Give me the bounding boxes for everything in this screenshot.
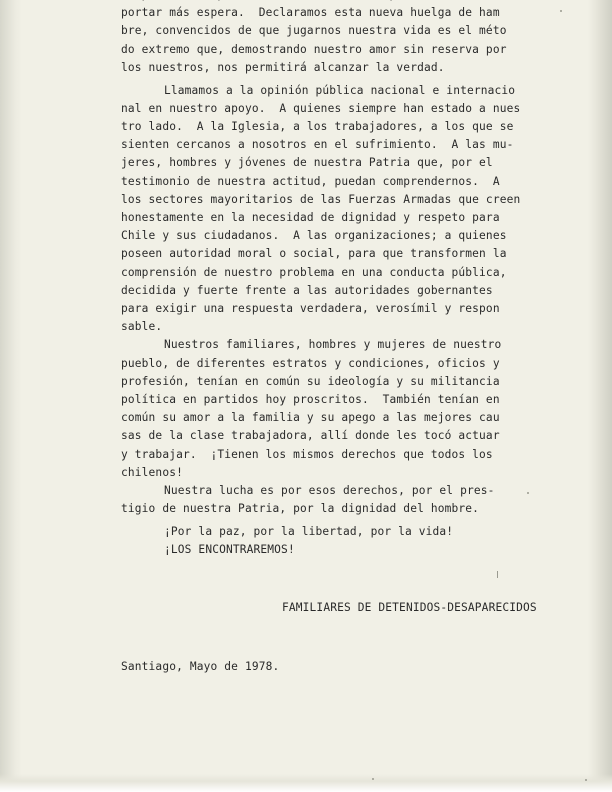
scan-speck bbox=[497, 571, 498, 578]
text-line: política en partidos hoy proscritos. También tenían en bbox=[121, 393, 500, 407]
scan-speck bbox=[372, 778, 374, 780]
scan-speck bbox=[527, 492, 529, 494]
text-line: tigio de nuestra Patria, por la dignidad del hombre. bbox=[121, 502, 480, 516]
text-line: común su amor a la familia y su apego a las mejores cau bbox=[121, 411, 500, 425]
slogan-peace: ¡Por la paz, por la libertad, por la vida! bbox=[164, 525, 454, 539]
text-line: poseen autoridad moral o social, para que transformen la bbox=[121, 247, 507, 261]
text-line: Chile y sus ciudadanos. A las organizaciones; a quienes bbox=[121, 229, 507, 243]
text-line: comprensión de nuestro problema en una conducta pública, bbox=[121, 265, 507, 279]
text-line: testimonio de nuestra actitud, puedan comprendernos. A bbox=[121, 174, 500, 188]
text-line: sienten cercanos a nosotros en el sufrimiento. A las mu- bbox=[121, 138, 514, 152]
text-line: nal en nuestro apoyo. A quienes siempre han estado a nues bbox=[121, 101, 521, 115]
text-line: Nuestros familiares, hombres y mujeres de nuestro bbox=[164, 338, 502, 352]
text-line: chilenos! bbox=[121, 465, 183, 479]
place-and-date: Santiago, Mayo de 1978. bbox=[121, 660, 280, 673]
text-line: sas de la clase trabajadora, allí donde les tocó actuar bbox=[121, 429, 500, 443]
text-line: Nuestra lucha es por esos derechos, por el pres- bbox=[164, 484, 495, 498]
slogan-find-them: ¡LOS ENCONTRAREMOS! bbox=[164, 543, 295, 557]
scan-edge-left bbox=[0, 0, 22, 792]
text-line: profesión, tenían en común su ideología y su militancia bbox=[121, 374, 500, 388]
text-line: bre, convencidos de que jugarnos nuestra vida es el méto bbox=[121, 24, 507, 38]
scan-edge-bottom bbox=[0, 774, 612, 792]
text-line: los nuestros, nos permitirá alcanzar la verdad. bbox=[121, 60, 445, 74]
text-line: jeres, hombres y jóvenes de nuestra Patria que, por el bbox=[121, 156, 493, 170]
text-line: do extremo que, demostrando nuestro amor sin reserva por bbox=[121, 42, 507, 56]
text-line: y trabajar. ¡Tienen los mismos derechos que todos los bbox=[121, 447, 493, 461]
scan-speck bbox=[585, 779, 587, 781]
signature-organization: FAMILIARES DE DETENIDOS-DESAPARECIDOS bbox=[282, 601, 537, 614]
text-line: decidida y fuerte frente a las autoridades gobernantes bbox=[121, 283, 493, 297]
text-line: para exigir una respuesta verdadera, verosímil y respon bbox=[121, 302, 500, 316]
text-line: los sectores mayoritarios de las Fuerzas Armadas que creen bbox=[121, 192, 521, 206]
scan-edge-right bbox=[588, 0, 612, 792]
letter-body bbox=[121, 0, 551, 559]
text-line: Llamamos a la opinión pública nacional e internacio bbox=[164, 83, 516, 97]
text-line: portar más espera. Declaramos esta nueva huelga de ham bbox=[121, 6, 500, 20]
scan-speck bbox=[560, 10, 562, 12]
text-line: sable. bbox=[121, 320, 163, 334]
text-line: honestamente en la necesidad de dignidad y respeto para bbox=[121, 211, 500, 225]
text-line: tro lado. A la Iglesia, a los trabajadores, a los que se bbox=[121, 120, 514, 134]
text-line: pueblo, de diferentes estratos y condiciones, oficios y bbox=[121, 356, 500, 370]
